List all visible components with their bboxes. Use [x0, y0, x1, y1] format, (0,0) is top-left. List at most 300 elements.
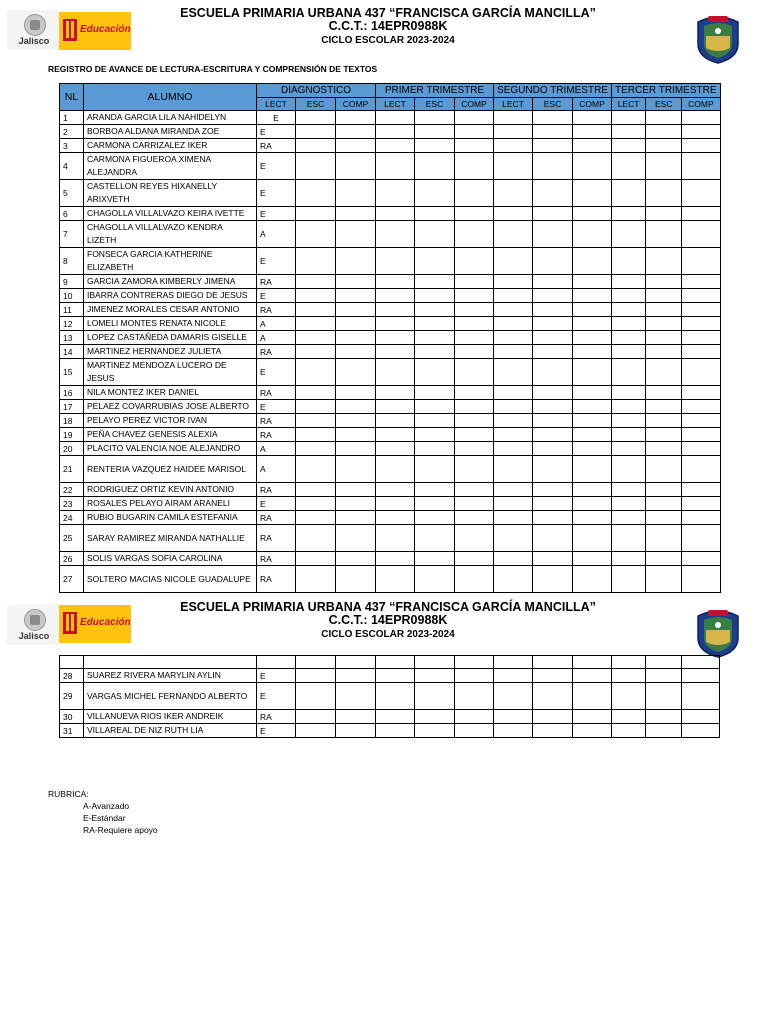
score-cell [612, 331, 646, 345]
score-cell [455, 414, 494, 428]
score-cell [682, 414, 720, 428]
score-cell [682, 428, 720, 442]
subcol-header-lect: LECT [612, 98, 646, 111]
score-cell [455, 111, 494, 125]
score-cell [296, 331, 336, 345]
subcol-header-comp: COMP [336, 98, 376, 111]
score-cell [682, 153, 720, 180]
score-cell [646, 710, 682, 724]
book-icon [63, 612, 77, 634]
score-cell [415, 442, 455, 456]
score-cell [415, 221, 455, 248]
score-cell [336, 656, 376, 669]
score-cell [455, 207, 494, 221]
score-cell [682, 359, 720, 386]
table-row [60, 317, 721, 331]
student-name: CHAGOLLA VILLALVAZO KENDRA LIZETH [84, 221, 257, 248]
score-cell [646, 525, 682, 552]
score-cell [682, 525, 720, 552]
row-number: 17 [60, 400, 84, 414]
diagnostico-lect-cell: RA [257, 139, 296, 153]
score-cell [612, 656, 646, 669]
score-cell [612, 552, 646, 566]
score-cell [296, 359, 336, 386]
score-cell [612, 289, 646, 303]
score-cell [376, 566, 415, 593]
score-cell [336, 414, 376, 428]
score-cell [494, 656, 533, 669]
diagnostico-lect-cell: E [257, 289, 296, 303]
score-cell [415, 331, 455, 345]
educacion-logo-text-2: Educación [80, 617, 131, 628]
score-cell [336, 125, 376, 139]
school-seal-icon [694, 608, 742, 658]
score-cell [296, 656, 336, 669]
score-cell [336, 111, 376, 125]
score-cell [533, 248, 573, 275]
row-number: 10 [60, 289, 84, 303]
score-cell [573, 125, 612, 139]
diagnostico-lect-cell: RA [257, 303, 296, 317]
student-name: LOPEZ CASTAÑEDA DAMARIS GISELLE [84, 331, 257, 345]
score-cell [455, 359, 494, 386]
score-cell [533, 456, 573, 483]
score-cell [336, 669, 376, 683]
score-cell [336, 428, 376, 442]
score-cell [415, 139, 455, 153]
score-cell [455, 125, 494, 139]
diagnostico-lect-cell: E [257, 359, 296, 386]
score-cell [296, 683, 336, 710]
score-cell [494, 552, 533, 566]
score-cell [612, 207, 646, 221]
group-header-diagnostico: DIAGNOSTICO [257, 84, 376, 98]
score-cell [646, 656, 682, 669]
score-cell [573, 331, 612, 345]
score-cell [494, 525, 533, 552]
score-cell [682, 552, 720, 566]
score-cell [612, 414, 646, 428]
score-cell [646, 125, 682, 139]
score-cell [376, 400, 415, 414]
score-cell [573, 483, 612, 497]
table-row [60, 180, 721, 207]
score-cell [573, 442, 612, 456]
score-cell [296, 497, 336, 511]
subcol-header-esc: ESC [415, 98, 455, 111]
score-cell [494, 125, 533, 139]
score-cell [415, 683, 455, 710]
diagnostico-lect-cell: E [257, 724, 296, 738]
score-cell [415, 414, 455, 428]
table-row [60, 497, 721, 511]
score-cell [336, 400, 376, 414]
table-row [60, 207, 721, 221]
score-cell [612, 566, 646, 593]
rubrica-item-requiere-apoyo: RA-Requiere apoyo [83, 825, 158, 835]
score-cell [646, 552, 682, 566]
score-cell [573, 511, 612, 525]
score-cell [455, 139, 494, 153]
score-cell [376, 683, 415, 710]
score-cell [612, 111, 646, 125]
reading-progress-table-continued [59, 655, 720, 738]
subcol-header-esc: ESC [533, 98, 573, 111]
score-cell [296, 303, 336, 317]
score-cell [682, 331, 720, 345]
score-cell [646, 428, 682, 442]
score-cell [533, 139, 573, 153]
student-name: PLACITO VALENCIA NOE ALEJANDRO [84, 442, 257, 456]
score-cell [612, 386, 646, 400]
score-cell [415, 400, 455, 414]
score-cell [415, 566, 455, 593]
score-cell [415, 386, 455, 400]
row-number: 14 [60, 345, 84, 359]
score-cell [455, 656, 494, 669]
student-name: LOMELI MONTES RENATA NICOLE [84, 317, 257, 331]
table-row [60, 525, 721, 552]
score-cell [336, 317, 376, 331]
score-cell [494, 303, 533, 317]
student-name: SOLIS VARGAS SOFIA CAROLINA [84, 552, 257, 566]
student-name: CHAGOLLA VILLALVAZO KEIRA IVETTE [84, 207, 257, 221]
score-cell [415, 275, 455, 289]
score-cell [376, 345, 415, 359]
score-cell [494, 456, 533, 483]
table-row [60, 359, 721, 386]
score-cell [494, 153, 533, 180]
score-cell [533, 125, 573, 139]
score-cell [533, 207, 573, 221]
score-cell [336, 275, 376, 289]
score-cell [533, 414, 573, 428]
row-number: 28 [60, 669, 84, 683]
table-row [60, 456, 721, 483]
score-cell [573, 111, 612, 125]
score-cell [376, 248, 415, 275]
score-cell [573, 275, 612, 289]
score-cell [612, 669, 646, 683]
row-number: 11 [60, 303, 84, 317]
school-cycle-2: CICLO ESCOLAR 2023-2024 [321, 629, 455, 640]
table-row [60, 428, 721, 442]
row-number: 2 [60, 125, 84, 139]
row-number: 24 [60, 511, 84, 525]
row-number: 4 [60, 153, 84, 180]
score-cell [296, 153, 336, 180]
score-cell [682, 456, 720, 483]
table-row [60, 289, 721, 303]
score-cell [376, 221, 415, 248]
score-cell [336, 525, 376, 552]
score-cell [682, 180, 720, 207]
diagnostico-lect-cell: RA [257, 414, 296, 428]
score-cell [646, 414, 682, 428]
score-cell [682, 221, 720, 248]
score-cell [415, 710, 455, 724]
table-row [60, 669, 720, 683]
student-name: PELAEZ COVARRUBIAS JOSE ALBERTO [84, 400, 257, 414]
score-cell [573, 724, 612, 738]
score-cell [296, 511, 336, 525]
score-cell [494, 139, 533, 153]
subcol-header-lect: LECT [376, 98, 415, 111]
score-cell [612, 359, 646, 386]
score-cell [573, 566, 612, 593]
score-cell [533, 669, 573, 683]
row-number: 20 [60, 442, 84, 456]
school-cct-2: C.C.T.: 14EPR0988K [328, 613, 448, 627]
score-cell [494, 180, 533, 207]
score-cell [612, 400, 646, 414]
score-cell [455, 428, 494, 442]
score-cell [494, 710, 533, 724]
score-cell [682, 442, 720, 456]
score-cell [455, 724, 494, 738]
student-name: CARMONA FIGUEROA XIMENA ALEJANDRA [84, 153, 257, 180]
score-cell [376, 511, 415, 525]
table-row [60, 221, 721, 248]
score-cell [376, 669, 415, 683]
score-cell [682, 656, 720, 669]
score-cell [376, 497, 415, 511]
educacion-logo-text: Educación [80, 24, 131, 35]
score-cell [296, 428, 336, 442]
school-name-2: ESCUELA PRIMARIA URBANA 437 “FRANCISCA GARCÍA MANCILLA” [180, 600, 596, 614]
diagnostico-lect-cell: E [257, 180, 296, 207]
row-number: 13 [60, 331, 84, 345]
jalisco-crest-icon [24, 609, 46, 631]
score-cell [376, 483, 415, 497]
rubrica-title: RUBRICA: [48, 789, 89, 799]
score-cell [336, 221, 376, 248]
score-cell [336, 289, 376, 303]
score-cell [376, 359, 415, 386]
score-cell [682, 303, 720, 317]
score-cell [455, 248, 494, 275]
table-row [60, 153, 721, 180]
score-cell [573, 139, 612, 153]
score-cell [612, 683, 646, 710]
student-name: CARMONA CARRIZALEZ IKER [84, 139, 257, 153]
score-cell [415, 669, 455, 683]
score-cell [415, 317, 455, 331]
score-cell [455, 483, 494, 497]
diagnostico-lect-cell: RA [257, 345, 296, 359]
score-cell [682, 248, 720, 275]
score-cell [573, 497, 612, 511]
score-cell [296, 552, 336, 566]
row-number: 31 [60, 724, 84, 738]
score-cell [455, 331, 494, 345]
score-cell [376, 525, 415, 552]
score-cell [455, 303, 494, 317]
score-cell [646, 139, 682, 153]
score-cell [296, 386, 336, 400]
row-number: 26 [60, 552, 84, 566]
col-alumno-header: ALUMNO [84, 84, 257, 111]
subcol-header-esc: ESC [296, 98, 336, 111]
score-cell [455, 456, 494, 483]
diagnostico-lect-cell: E [257, 111, 296, 125]
score-cell [573, 289, 612, 303]
student-name: ROSALES PELAYO AIRAM ARANELI [84, 497, 257, 511]
score-cell [494, 221, 533, 248]
score-cell [376, 456, 415, 483]
student-name: SUAREZ RIVERA MARYLIN AYLIN [84, 669, 257, 683]
reading-progress-table [59, 83, 721, 593]
table-row [60, 566, 721, 593]
diagnostico-lect-cell: A [257, 456, 296, 483]
diagnostico-lect-cell: E [257, 669, 296, 683]
score-cell [494, 331, 533, 345]
table-row [60, 400, 721, 414]
student-name: JIMENEZ MORALES CESAR ANTONIO [84, 303, 257, 317]
score-cell [682, 275, 720, 289]
student-name: RUBIO BUGARIN CAMILA ESTEFANIA [84, 511, 257, 525]
score-cell [455, 525, 494, 552]
score-cell [494, 414, 533, 428]
diagnostico-lect-cell: E [257, 683, 296, 710]
score-cell [415, 125, 455, 139]
table-row [60, 331, 721, 345]
table-row [60, 442, 721, 456]
table-row [60, 683, 720, 710]
score-cell [336, 552, 376, 566]
score-cell [296, 525, 336, 552]
diagnostico-lect-cell: E [257, 207, 296, 221]
diagnostico-lect-cell [257, 656, 296, 669]
table-row [60, 656, 720, 669]
score-cell [533, 317, 573, 331]
score-cell [296, 289, 336, 303]
score-cell [296, 724, 336, 738]
score-cell [533, 303, 573, 317]
score-cell [494, 566, 533, 593]
row-number: 5 [60, 180, 84, 207]
score-cell [415, 248, 455, 275]
student-name: MARTINEZ MENDOZA LUCERO DE JESUS [84, 359, 257, 386]
score-cell [494, 442, 533, 456]
table-row [60, 139, 721, 153]
group-header-primer-trimestre: PRIMER TRIMESTRE [376, 84, 494, 98]
diagnostico-lect-cell: A [257, 317, 296, 331]
row-number: 6 [60, 207, 84, 221]
score-cell [573, 207, 612, 221]
score-cell [646, 289, 682, 303]
student-name: IBARRA CONTRERAS DIEGO DE JESUS [84, 289, 257, 303]
score-cell [455, 386, 494, 400]
table-row [60, 248, 721, 275]
subcol-header-esc: ESC [646, 98, 682, 111]
score-cell [376, 724, 415, 738]
score-cell [494, 386, 533, 400]
score-cell [494, 207, 533, 221]
table-row [60, 511, 721, 525]
score-cell [573, 153, 612, 180]
table-row [60, 345, 721, 359]
score-cell [646, 248, 682, 275]
student-name: CASTELLON REYES HIXANELLY ARIXVETH [84, 180, 257, 207]
diagnostico-lect-cell: RA [257, 710, 296, 724]
score-cell [336, 207, 376, 221]
row-number: 15 [60, 359, 84, 386]
diagnostico-lect-cell: A [257, 442, 296, 456]
score-cell [415, 111, 455, 125]
col-nl-header: NL [60, 84, 84, 111]
score-cell [646, 724, 682, 738]
score-cell [336, 180, 376, 207]
row-number: 12 [60, 317, 84, 331]
score-cell [573, 552, 612, 566]
table-row [60, 275, 721, 289]
score-cell [573, 248, 612, 275]
score-cell [336, 483, 376, 497]
jalisco-logo-2 [7, 605, 61, 645]
score-cell [573, 317, 612, 331]
row-number: 21 [60, 456, 84, 483]
score-cell [415, 289, 455, 303]
score-cell [646, 456, 682, 483]
score-cell [533, 111, 573, 125]
score-cell [612, 303, 646, 317]
score-cell [296, 566, 336, 593]
score-cell [646, 669, 682, 683]
score-cell [533, 683, 573, 710]
score-cell [494, 724, 533, 738]
score-cell [455, 345, 494, 359]
score-cell [494, 345, 533, 359]
score-cell [376, 414, 415, 428]
score-cell [455, 552, 494, 566]
score-cell [376, 442, 415, 456]
score-cell [573, 386, 612, 400]
score-cell [533, 400, 573, 414]
diagnostico-lect-cell: E [257, 497, 296, 511]
score-cell [415, 497, 455, 511]
score-cell [455, 442, 494, 456]
score-cell [533, 345, 573, 359]
score-cell [646, 400, 682, 414]
score-cell [455, 566, 494, 593]
score-cell [296, 125, 336, 139]
score-cell [336, 139, 376, 153]
row-number [60, 656, 84, 669]
score-cell [455, 511, 494, 525]
score-cell [682, 317, 720, 331]
score-cell [296, 275, 336, 289]
row-number: 23 [60, 497, 84, 511]
score-cell [533, 221, 573, 248]
student-name: SOLTERO MACIAS NICOLE GUADALUPE [84, 566, 257, 593]
student-name: NILA MONTEZ IKER DANIEL [84, 386, 257, 400]
score-cell [376, 303, 415, 317]
score-cell [612, 275, 646, 289]
diagnostico-lect-cell: RA [257, 483, 296, 497]
score-cell [646, 442, 682, 456]
diagnostico-lect-cell: E [257, 125, 296, 139]
score-cell [573, 359, 612, 386]
score-cell [415, 207, 455, 221]
score-cell [415, 428, 455, 442]
score-cell [336, 566, 376, 593]
diagnostico-lect-cell: E [257, 400, 296, 414]
score-cell [376, 331, 415, 345]
score-cell [573, 414, 612, 428]
table-row [60, 303, 721, 317]
score-cell [415, 303, 455, 317]
